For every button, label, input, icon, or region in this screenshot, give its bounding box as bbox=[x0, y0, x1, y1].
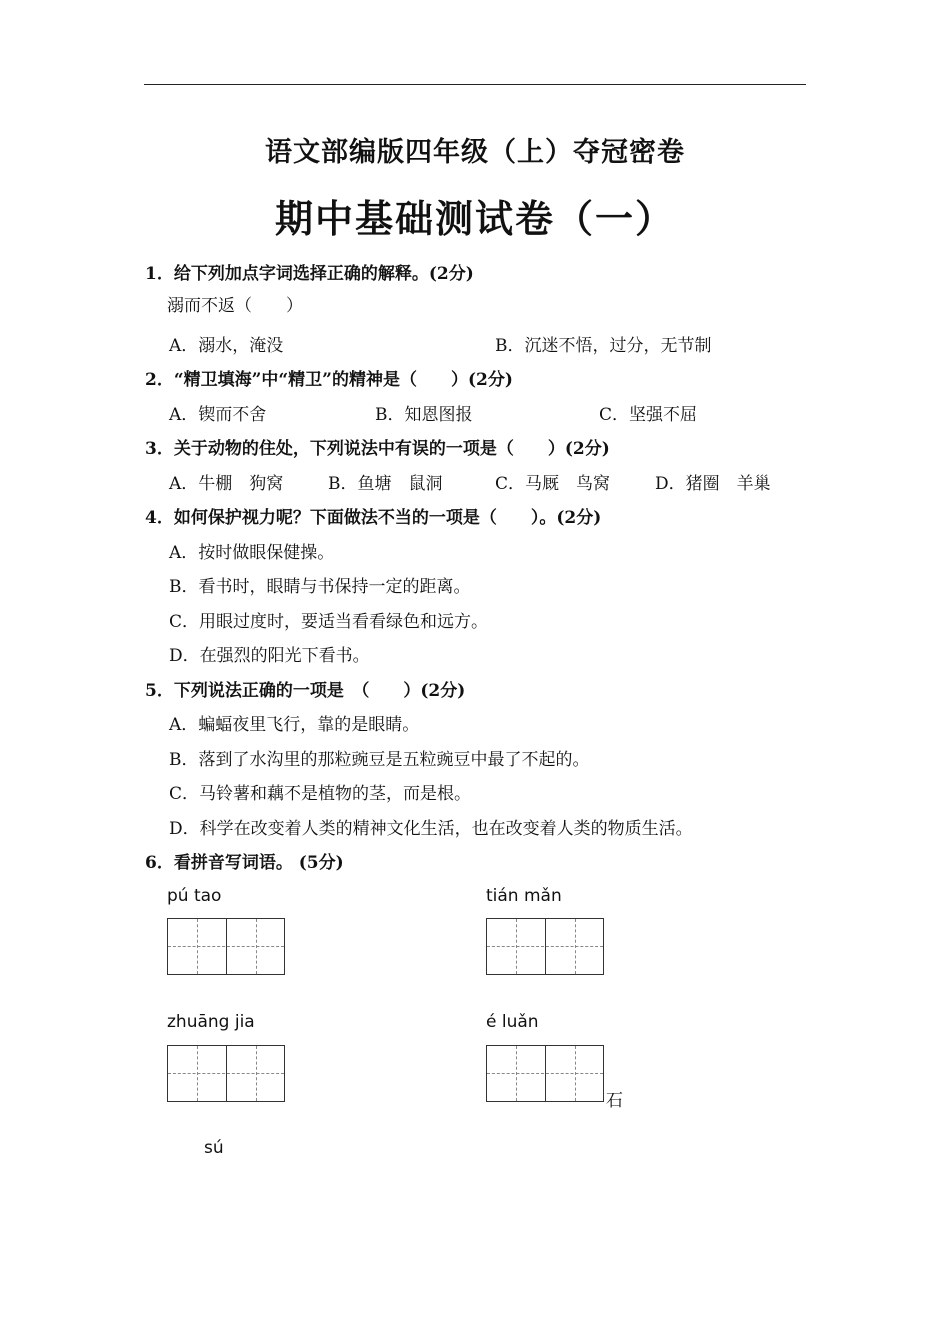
question-2-option-b: B．知恩图报 bbox=[375, 405, 473, 425]
writing-box-1[interactable] bbox=[167, 918, 285, 975]
question-3-option-c: C．马厩 鸟窝 bbox=[495, 474, 611, 494]
question-4-option-d: D．在强烈的阳光下看书。 bbox=[169, 646, 370, 666]
top-rule bbox=[144, 84, 806, 85]
writing-box-3[interactable] bbox=[167, 1045, 285, 1102]
question-4-option-b: B．看书时，眼睛与书保持一定的距离。 bbox=[169, 577, 471, 597]
question-1-option-a: A．溺水，淹没 bbox=[169, 336, 284, 356]
question-4-stem: 4．如何保护视力呢？下面做法不当的一项是（ ）。(2分) bbox=[145, 508, 602, 528]
question-2-stem: 2．“精卫填海”中“精卫”的精神是（ ）(2分) bbox=[145, 370, 513, 390]
question-5-stem: 5．下列说法正确的一项是 （ ）(2分) bbox=[145, 681, 466, 701]
pinyin-2: tián mǎn bbox=[486, 886, 562, 906]
question-5-option-d: D．科学在改变着人类的精神文化生活，也在改变着人类的物质生活。 bbox=[169, 819, 693, 839]
writing-box-2[interactable] bbox=[486, 918, 604, 975]
pinyin-5: sú bbox=[204, 1138, 224, 1158]
question-4-option-c: C．用眼过度时，要适当看看绿色和远方。 bbox=[169, 612, 489, 632]
question-6-stem: 6．看拼音写词语。 (5分) bbox=[145, 853, 344, 873]
exam-subtitle: 语文部编版四年级（上）夺冠密卷 bbox=[265, 137, 685, 168]
question-5-option-a: A．蝙蝠夜里飞行，靠的是眼睛。 bbox=[169, 715, 420, 735]
question-2-option-c: C．坚强不屈 bbox=[599, 405, 698, 425]
pinyin-1: pú tao bbox=[167, 886, 222, 906]
question-3-option-a: A．牛棚 狗窝 bbox=[169, 474, 284, 494]
question-3-option-b: B．鱼塘 鼠洞 bbox=[328, 474, 443, 494]
question-1-option-b: B．沉迷不悟，过分，无节制 bbox=[495, 336, 712, 356]
question-3-stem: 3．关于动物的住处，下列说法中有误的一项是（ ）(2分) bbox=[145, 439, 610, 459]
question-2-option-a: A．锲而不舍 bbox=[169, 405, 267, 425]
pinyin-4: é luǎn bbox=[486, 1012, 539, 1032]
stray-character: 石 bbox=[606, 1091, 623, 1111]
question-5-option-b: B．落到了水沟里的那粒豌豆是五粒豌豆中最了不起的。 bbox=[169, 750, 590, 770]
pinyin-3: zhuāng jia bbox=[167, 1012, 255, 1032]
question-1-item: 溺而不返（ ） bbox=[167, 296, 303, 316]
question-5-option-c: C．马铃薯和藕不是植物的茎，而是根。 bbox=[169, 784, 472, 804]
exam-title: 期中基础测试卷（一） bbox=[274, 196, 675, 241]
question-3-option-d: D．猪圈 羊巢 bbox=[655, 474, 771, 494]
question-4-option-a: A．按时做眼保健操。 bbox=[169, 543, 335, 563]
writing-box-4[interactable] bbox=[486, 1045, 604, 1102]
question-1-stem: 1．给下列加点字词选择正确的解释。(2分) bbox=[145, 264, 474, 284]
